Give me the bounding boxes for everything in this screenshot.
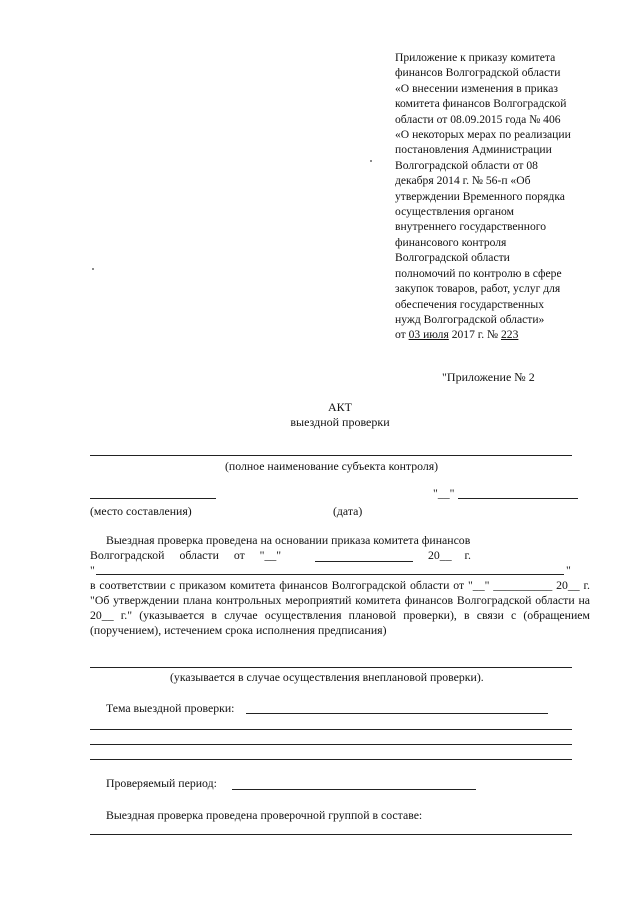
appendix-line: «О некоторых мерах по реализации: [395, 128, 571, 142]
basis-paragraph: в соответствии с приказом комитета финансов Волгоградской области от "__" __________ 20__ г. "Об утверждении плана контрольных мероприятий комитета финансов Волгоградской области на 20__ г." (указывается в случае осуществления плановой проверки), в связи с (обращением (поручением), истечением срока исполнения предписания): [90, 578, 590, 637]
act-subtitle: выездной проверки: [290, 415, 390, 429]
appendix-line: осуществления органом: [395, 205, 514, 219]
scan-speck: [92, 268, 94, 270]
appendix-line: постановления Администрации: [395, 143, 552, 157]
appendix-line: «О внесении изменения в приказ: [395, 81, 558, 95]
date-caption: (дата): [333, 504, 363, 518]
group-label: Выездная проверка проведена проверочной группой в составе:: [106, 808, 423, 822]
appendix-line: области от 08.09.2015 года № 406: [395, 112, 561, 126]
order-year: 2017 г. №: [448, 328, 501, 342]
appendix-line: Приложение к приказу комитета: [395, 51, 556, 64]
order-prefix: от: [395, 328, 409, 342]
appendix-line: утверждении Временного порядка: [395, 189, 565, 203]
period-line[interactable]: [232, 789, 476, 790]
subject-line[interactable]: [90, 455, 572, 456]
order-date: 03 июля: [408, 328, 449, 342]
appendix-2-label: "Приложение № 2: [442, 370, 535, 384]
appendix-line: внутреннего государственного: [395, 220, 547, 234]
period-label: Проверяемый период:: [106, 776, 217, 790]
basis-text-1: Выездная проверка проведена на основании приказа комитета финансов: [106, 533, 471, 547]
appendix-header: [395, 50, 591, 343]
topic-line-1[interactable]: [246, 713, 548, 714]
basis-year: 20__ г.: [428, 548, 471, 562]
quote-open: ": [90, 563, 95, 577]
place-caption: (место составления): [90, 504, 192, 518]
basis-text-2: Волгоградской области от "__": [90, 548, 282, 562]
order-number: 223: [501, 328, 519, 342]
date-quote: "__": [433, 486, 455, 500]
appendix-line: полномочий по контролю в сфере: [395, 266, 562, 280]
topic-line-4[interactable]: [90, 759, 572, 760]
appendix-line: финансов Волгоградской области: [395, 66, 561, 80]
unplanned-caption: (указывается в случае осуществления внеплановой проверки).: [170, 670, 484, 684]
appendix-line: финансового контроля: [395, 235, 507, 249]
topic-label: Тема выездной проверки:: [106, 701, 235, 715]
quote-close: ": [566, 563, 571, 577]
topic-line-3[interactable]: [90, 744, 572, 745]
place-line[interactable]: [90, 498, 216, 499]
act-title: АКТ: [328, 400, 352, 414]
appendix-line: нужд Волгоградской области»: [395, 312, 545, 326]
appendix-line: Волгоградской области от 08: [395, 158, 538, 172]
appendix-line: декабря 2014 г. № 56-п «Об: [395, 174, 531, 188]
order-date-line[interactable]: [315, 561, 413, 562]
date-line[interactable]: [458, 498, 578, 499]
appendix-line: комитета финансов Волгоградской: [395, 97, 567, 111]
scan-speck: [370, 160, 372, 162]
order-name-line[interactable]: [96, 574, 564, 575]
appendix-line: закупок товаров, работ, услуг для: [395, 282, 561, 296]
order-reference: [395, 327, 591, 342]
appendix-line: Волгоградской области: [395, 251, 510, 265]
appendix-line: обеспечения государственных: [395, 297, 545, 311]
group-line[interactable]: [90, 834, 572, 835]
reason-line[interactable]: [90, 667, 572, 668]
subject-caption: (полное наименование субъекта контроля): [225, 459, 439, 473]
topic-line-2[interactable]: [90, 729, 572, 730]
